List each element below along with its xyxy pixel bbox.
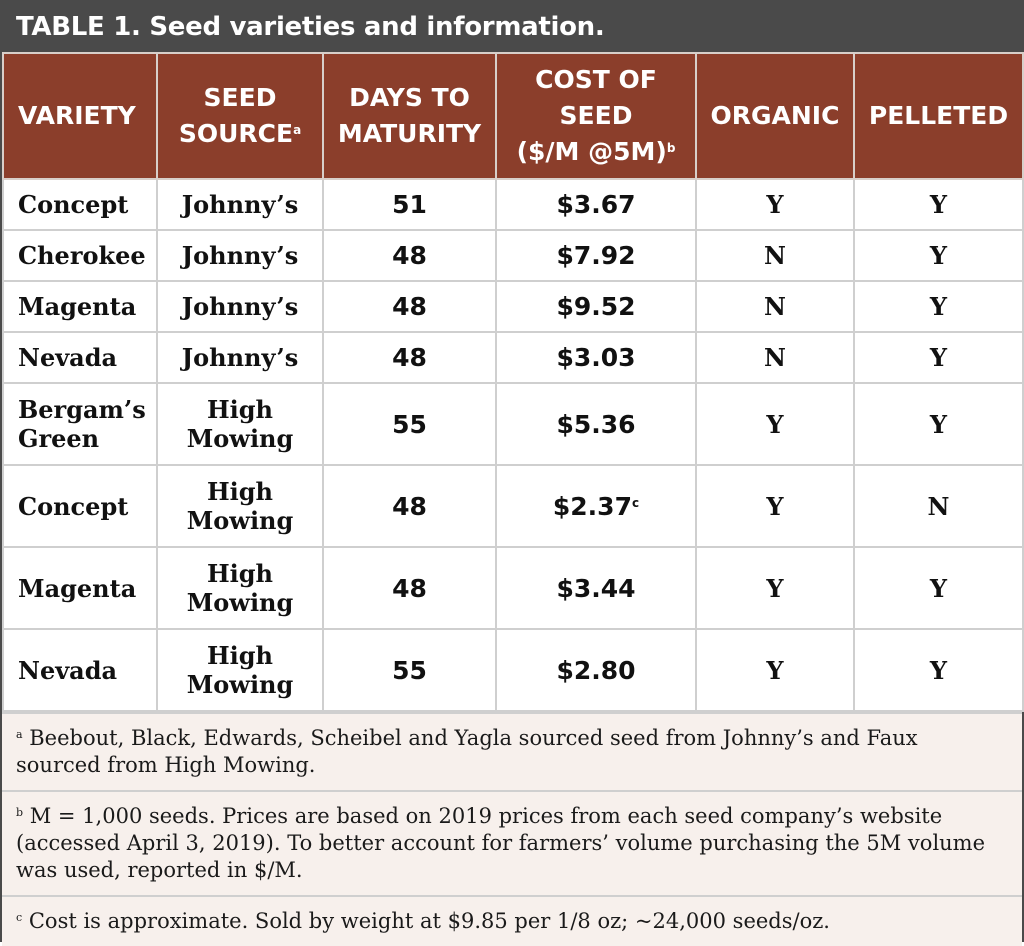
variety-cell: Concept [3, 179, 157, 230]
cost-cell: $7.92 [496, 230, 696, 281]
table-row [3, 179, 1023, 230]
pelleted-cell: Y [854, 179, 1023, 230]
column-header-organic: ORGANIC [696, 53, 854, 179]
days-cell: 55 [323, 383, 496, 465]
column-header-cost-of-seed: COST OF SEED ($/M @5M)$^b$ [496, 53, 696, 179]
days-cell: 48 [323, 465, 496, 547]
seed-source-cell: Johnny’s [157, 230, 323, 281]
cost-cell: $9.52 [496, 281, 696, 332]
seed-source-cell: High Mowing [157, 465, 323, 547]
footnote-b: $^b$ M = 1,000 seeds. Prices are based on 2019 prices from each seed company’s website (accessed April 3, 2019). To better account for farmers’ volume purchasing the 5M volume was used, reported in $/M. [2, 790, 1022, 895]
cost-cell: $3.44 [496, 547, 696, 629]
organic-cell: Y [696, 383, 854, 465]
column-header-seed-source: SEED SOURCE$^a$ [157, 53, 323, 179]
organic-cell: Y [696, 465, 854, 547]
table-row [3, 332, 1023, 383]
table-title-text: Seed varieties and information. [149, 12, 605, 42]
column-header-variety: VARIETY [3, 53, 157, 179]
footnote-marker: c [631, 495, 640, 510]
seed-source-cell: Johnny’s [157, 332, 323, 383]
organic-cell: N [696, 281, 854, 332]
organic-cell: N [696, 332, 854, 383]
pelleted-cell: Y [854, 383, 1023, 465]
days-cell: 51 [323, 179, 496, 230]
column-header-pelleted: PELLETED [854, 53, 1023, 179]
cost-cell: $3.67 [496, 179, 696, 230]
table-row [3, 547, 1023, 629]
cost-cell: $3.03 [496, 332, 696, 383]
table-row [3, 383, 1023, 465]
cost-cell: $5.36 [496, 383, 696, 465]
cost-cell: $2.37$^c$ [496, 465, 696, 547]
variety-cell: Nevada [3, 629, 157, 711]
seed-source-cell: Johnny’s [157, 281, 323, 332]
variety-cell: Cherokee [3, 230, 157, 281]
table-title-label: TABLE 1. [16, 12, 141, 42]
table-row [3, 629, 1023, 711]
seed-source-cell: High Mowing [157, 629, 323, 711]
organic-cell: Y [696, 547, 854, 629]
table-title [2, 2, 1022, 52]
seed-source-cell: Johnny’s [157, 179, 323, 230]
organic-cell: Y [696, 179, 854, 230]
variety-cell: Magenta [3, 547, 157, 629]
footnote-a: $^a$ Beebout, Black, Edwards, Scheibel and Yagla sourced seed from Johnny’s and Faux sourced from High Mowing. [2, 712, 1022, 790]
footnote-marker: b [666, 141, 676, 155]
variety-cell: Magenta [3, 281, 157, 332]
table-row [3, 465, 1023, 547]
cost-cell: $2.80 [496, 629, 696, 711]
organic-cell: N [696, 230, 854, 281]
seed-source-cell: High Mowing [157, 383, 323, 465]
pelleted-cell: Y [854, 547, 1023, 629]
pelleted-cell: N [854, 465, 1023, 547]
table-row [3, 281, 1023, 332]
table-row [3, 230, 1023, 281]
pelleted-cell: Y [854, 281, 1023, 332]
days-cell: 48 [323, 281, 496, 332]
seed-source-cell: High Mowing [157, 547, 323, 629]
days-cell: 48 [323, 547, 496, 629]
seed-varieties-table [2, 52, 1024, 712]
pelleted-cell: Y [854, 230, 1023, 281]
variety-cell: Concept [3, 465, 157, 547]
variety-cell: Nevada [3, 332, 157, 383]
days-cell: 48 [323, 230, 496, 281]
footnote-c: $^c$ Cost is approximate. Sold by weight at $9.85 per 1/8 oz; ~24,000 seeds/oz. [2, 895, 1022, 946]
days-cell: 55 [323, 629, 496, 711]
pelleted-cell: Y [854, 629, 1023, 711]
footnote-marker: a [293, 123, 302, 137]
column-header-days-to-maturity: DAYS TO MATURITY [323, 53, 496, 179]
pelleted-cell: Y [854, 332, 1023, 383]
organic-cell: Y [696, 629, 854, 711]
days-cell: 48 [323, 332, 496, 383]
variety-cell: Bergam’s Green [3, 383, 157, 465]
header-row [3, 53, 1023, 179]
